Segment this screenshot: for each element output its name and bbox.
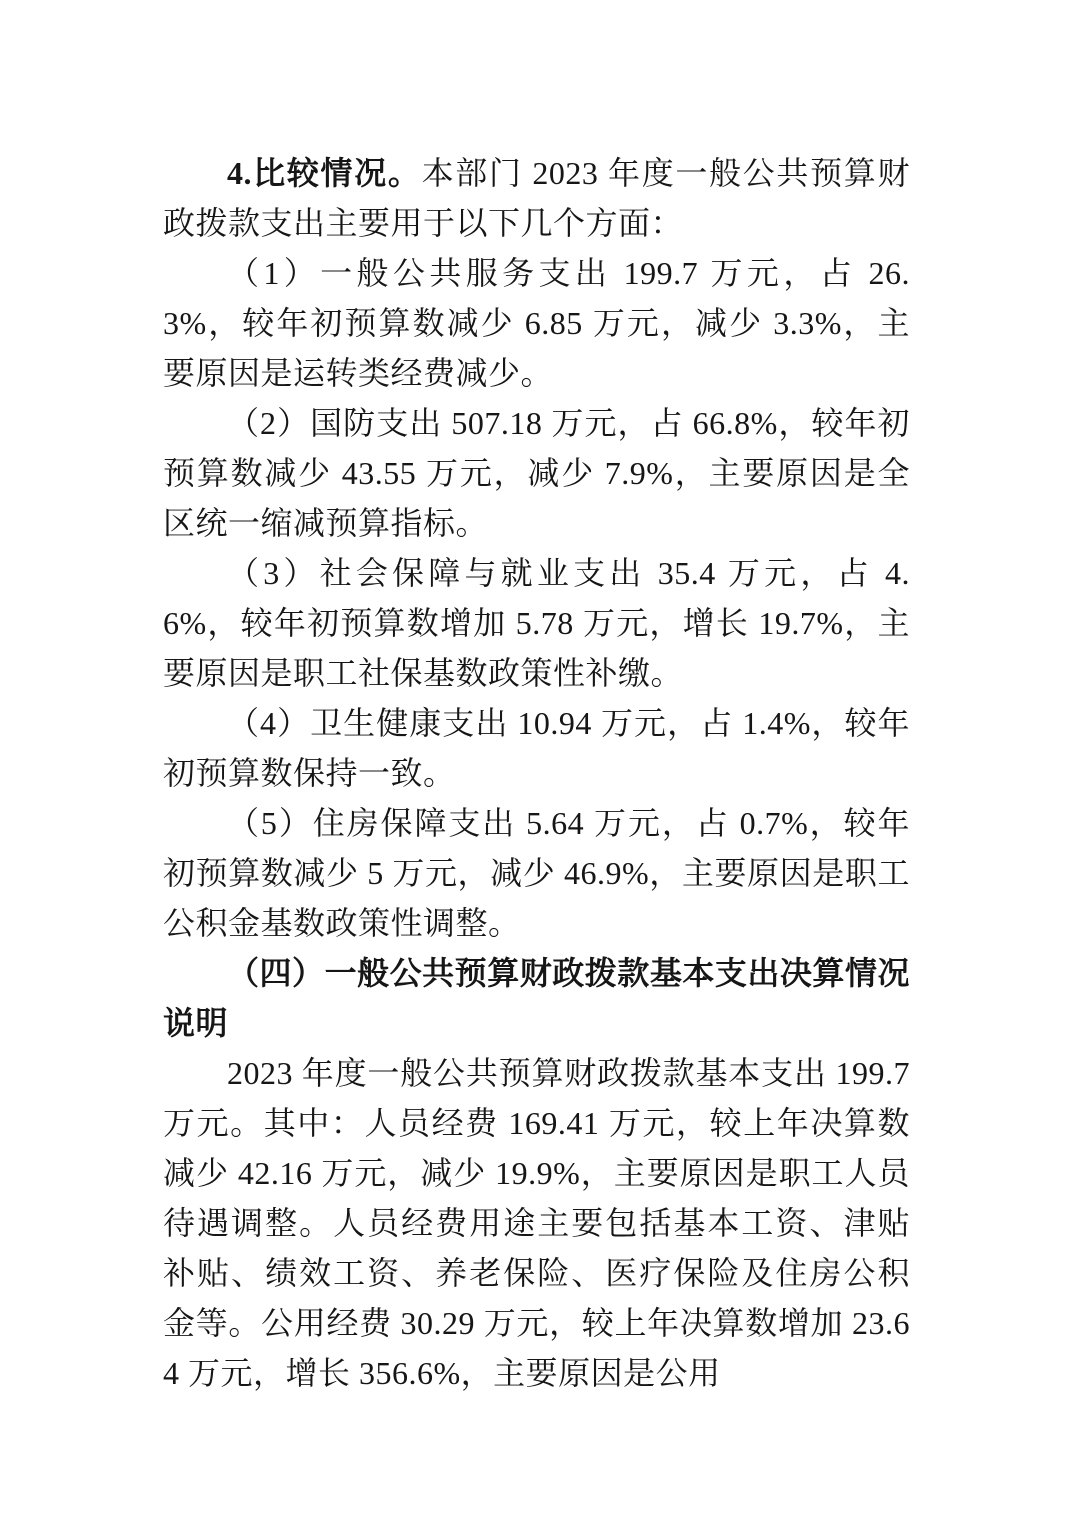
item-4-health bbox=[163, 698, 910, 798]
item-1-text: （1）一般公共服务支出 199.7 万元，占 26.3%，较年初预算数减少 6.85 万元，减少 3.3%，主要原因是运转类经费减少。 bbox=[163, 255, 910, 391]
item-5-text: （5）住房保障支出 5.64 万元，占 0.7%，较年初预算数减少 5 万元，减少 46.9%，主要原因是职工公积金基数政策性调整。 bbox=[163, 805, 910, 941]
item-3-social-security-employment bbox=[163, 548, 910, 698]
section-heading-basic-expenditure bbox=[163, 948, 910, 1048]
basic-expenditure-details-text: 2023 年度一般公共预算财政拨款基本支出 199.7 万元。其中：人员经费 169.41 万元，较上年决算数减少 42.16 万元，减少 19.9%，主要原因是职工人员待遇调整。人员经费用途主要包括基本工资、津贴补贴、绩效工资、养老保险、医疗保险及住房公积金等。公用经费 30.29 万元，较上年决算数增加 23.64 万元，增长 356.6%，主要原因是公用 bbox=[163, 1055, 910, 1391]
document-text-block bbox=[163, 148, 910, 1398]
item-1-general-public-services bbox=[163, 248, 910, 398]
section-heading-basic-expenditure-text: （四）一般公共预算财政拨款基本支出决算情况说明 bbox=[163, 955, 910, 1041]
basic-expenditure-details bbox=[163, 1048, 910, 1398]
section-4-comparison-intro bbox=[163, 148, 910, 248]
section-4-comparison-lead: 4.比较情况。 bbox=[227, 155, 422, 191]
item-3-text: （3）社会保障与就业支出 35.4 万元，占 4.6%，较年初预算数增加 5.78 万元，增长 19.7%，主要原因是职工社保基数政策性补缴。 bbox=[163, 555, 910, 691]
item-5-housing-security bbox=[163, 798, 910, 948]
section-4-comparison-text: 本部门 2023 年度一般公共预算财政拨款支出主要用于以下几个方面： bbox=[163, 155, 910, 241]
item-2-text: （2）国防支出 507.18 万元，占 66.8%，较年初预算数减少 43.55 万元，减少 7.9%，主要原因是全区统一缩减预算指标。 bbox=[163, 405, 910, 541]
item-2-national-defense bbox=[163, 398, 910, 548]
item-4-text: （4）卫生健康支出 10.94 万元，占 1.4%，较年初预算数保持一致。 bbox=[163, 705, 910, 791]
